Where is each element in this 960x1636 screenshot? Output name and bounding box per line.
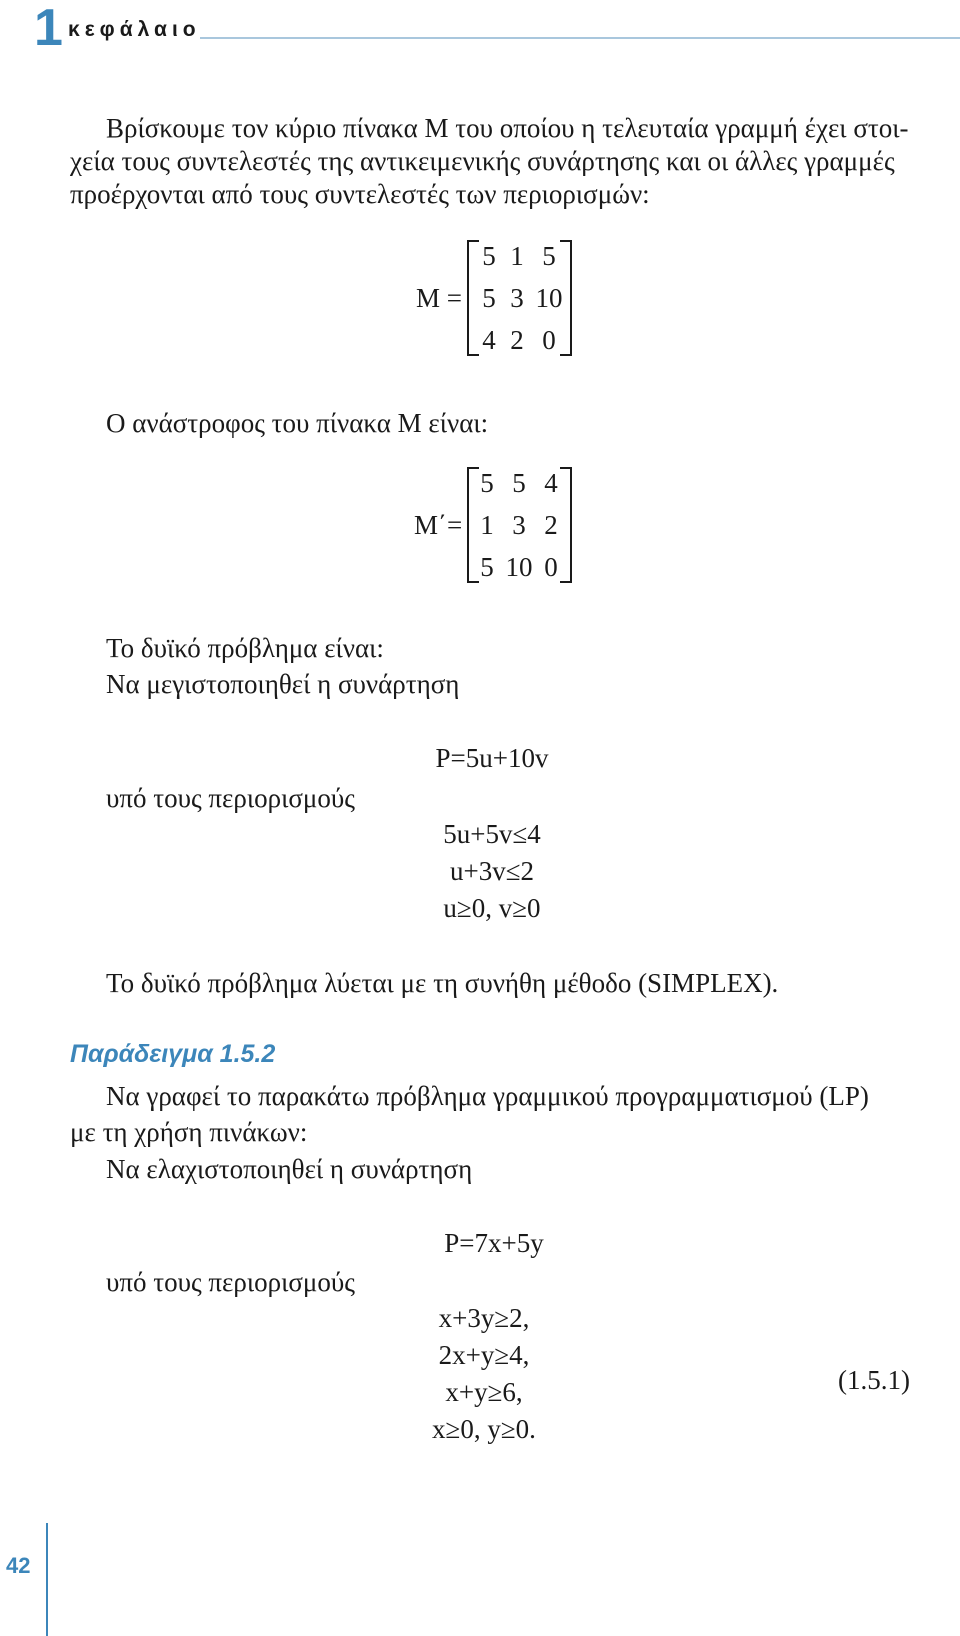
- dual-line-1: Το δυϊκό πρόβλημα είναι:: [106, 633, 384, 663]
- matrix-cell: 10: [535, 283, 563, 313]
- dual-constraint: u≥0, v≥0: [443, 893, 541, 923]
- matrix-cell: 3: [510, 283, 524, 313]
- page-rule: [46, 1523, 48, 1636]
- matrix-cell: 5: [480, 468, 494, 498]
- header-rule: [200, 37, 960, 39]
- example-constraint: x+y≥6,: [445, 1377, 523, 1407]
- matrix-cell: 5: [482, 283, 496, 313]
- subject-to-label-2: υπό τους περιορισμούς: [106, 1267, 355, 1297]
- matrix-cell: 10: [505, 552, 533, 582]
- example-constraint: x≥0, y≥0.: [432, 1414, 536, 1444]
- example-line-3: Να ελαχιστοποιηθεί η συνάρτηση: [106, 1154, 473, 1184]
- subject-to-label-1: υπό τους περιορισμούς: [106, 783, 355, 813]
- matrix-cell: 1: [480, 510, 494, 540]
- page-number: 42: [6, 1553, 31, 1578]
- example-title: Παράδειγμα 1.5.2: [70, 1040, 276, 1068]
- matrix-cell: 1: [510, 241, 524, 271]
- equation-number: (1.5.1): [838, 1365, 910, 1395]
- matrix-cell: 2: [510, 325, 524, 355]
- matrix-cell: 5: [480, 552, 494, 582]
- matrix-cell: 0: [544, 552, 558, 582]
- intro-line-2: χεία τους συντελεστές της αντικειμενικής συνάρτησης και οι άλλες γραμμές: [70, 146, 895, 176]
- transpose-intro: Ο ανάστροφος του πίνακα Μ είναι:: [106, 408, 489, 438]
- example-constraint: x+3y≥2,: [438, 1303, 530, 1333]
- dual-constraint: u+3v≤2: [449, 856, 535, 886]
- matrix-cell: 5: [542, 241, 556, 271]
- intro-line-3: προέρχονται από τους συντελεστές των περιορισμών:: [70, 179, 650, 209]
- chapter-label: κεφάλαιο: [68, 18, 201, 41]
- chapter-number: 1: [34, 0, 63, 57]
- matrix-cell: 0: [542, 325, 556, 355]
- dual-line-2: Να μεγιστοποιηθεί η συνάρτηση: [106, 669, 460, 699]
- dual-solved-note: Το δυϊκό πρόβλημα λύεται με τη συνήθη μέθοδο (SIMPLEX).: [106, 968, 779, 998]
- matrix-cell: 4: [544, 468, 558, 498]
- intro-line-1: Βρίσκουμε τον κύριο πίνακα Μ του οποίου η τελευταία γραμμή έχει στοι-: [106, 113, 909, 143]
- example-line-1: Να γραφεί το παρακάτω πρόβλημα γραμμικού προγραμματισμού (LP): [106, 1081, 869, 1111]
- matrix-m-label: Μ =: [416, 283, 462, 313]
- matrix-cell: 5: [482, 241, 496, 271]
- dual-constraint: 5u+5v≤4: [443, 819, 541, 849]
- example-line-2: με τη χρήση πινάκων:: [70, 1117, 308, 1147]
- matrix-cell: 5: [512, 468, 526, 498]
- matrix-cell: 4: [482, 325, 496, 355]
- example-constraint: 2x+y≥4,: [438, 1340, 530, 1370]
- dual-objective: P=5u+10v: [435, 743, 549, 773]
- matrix-cell: 3: [512, 510, 526, 540]
- example-objective: P=7x+5y: [444, 1228, 544, 1258]
- matrix-mt-label: Μ΄=: [414, 510, 463, 540]
- matrix-cell: 2: [544, 510, 558, 540]
